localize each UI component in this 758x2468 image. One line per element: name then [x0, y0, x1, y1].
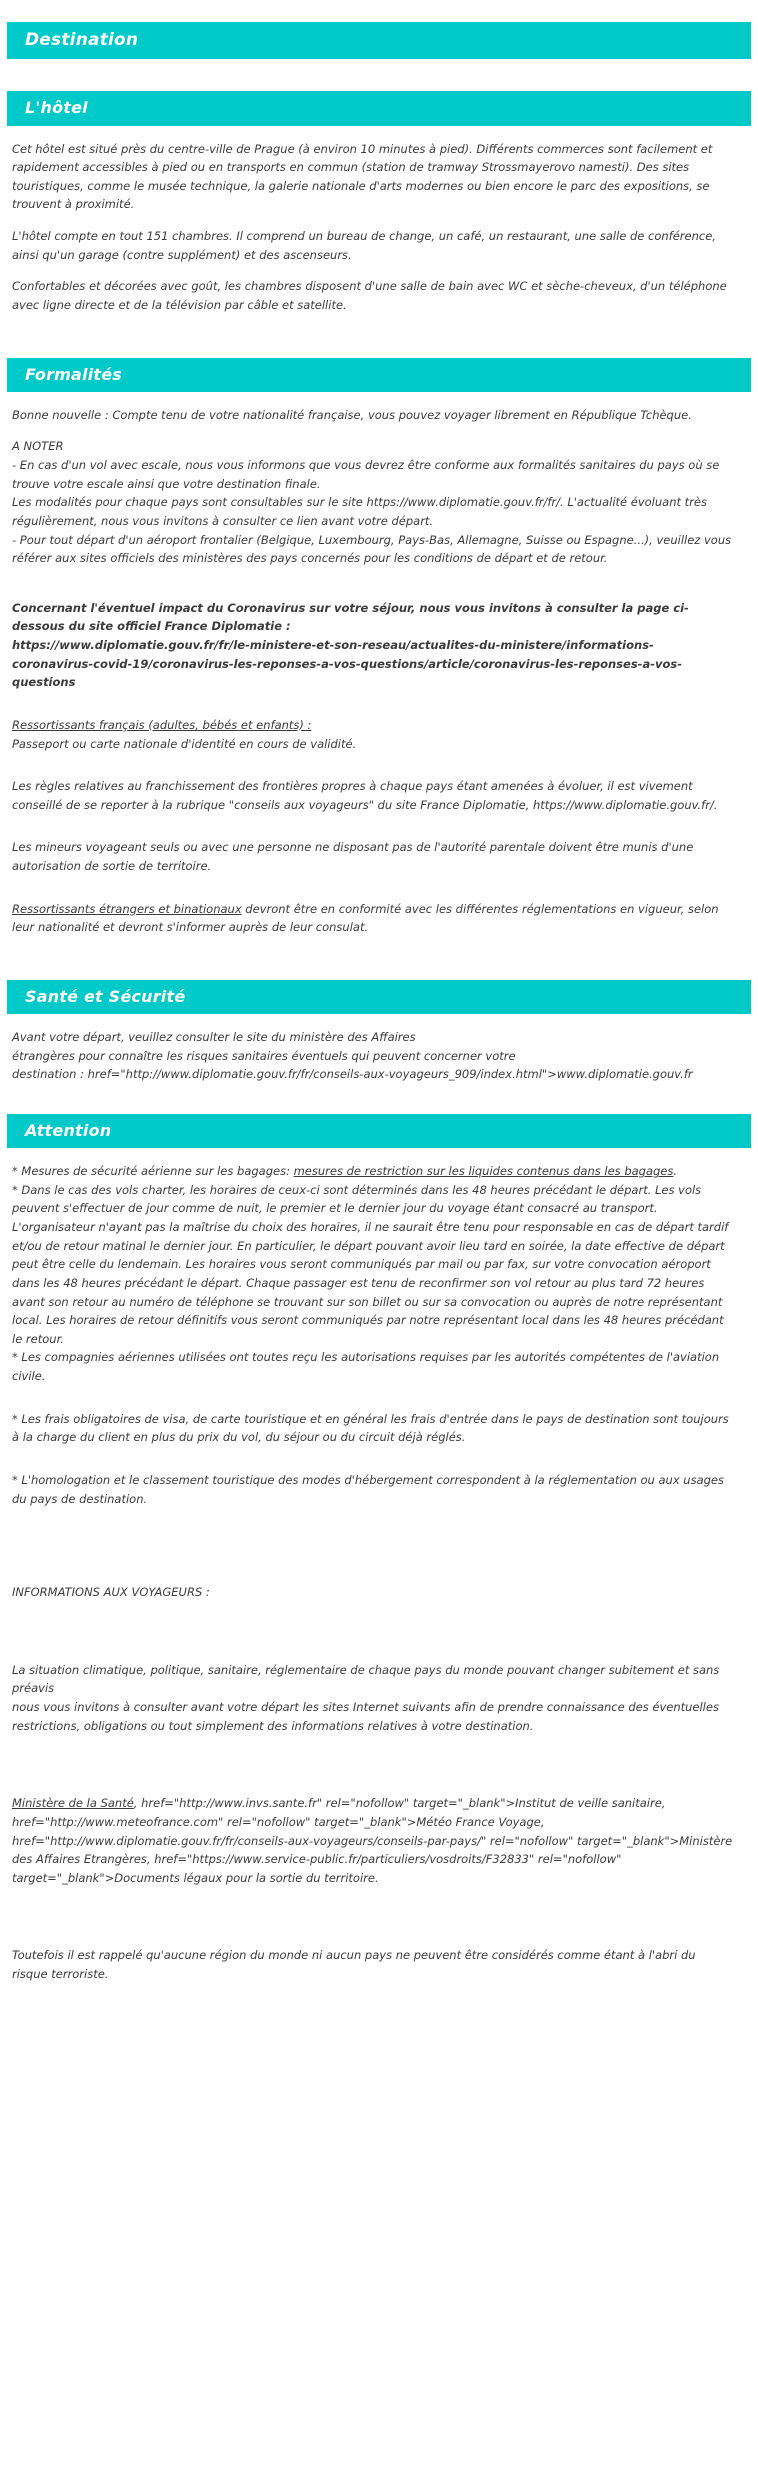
formalites-rules-text: Les règles relatives au franchissement des frontières propres à chaque pays étant amenées à évoluer, il est vivement conseillé de se reporter à la rubrique "conseils aux voyageurs" du site France Diplomatie, https://www.diplomatie.gouv.fr/. — [12, 779, 718, 812]
gap — [0, 1084, 758, 1114]
formalites-intro: Bonne nouvelle : Compte tenu de votre nationalité française, vous pouvez voyager librement en République Tchèque. — [12, 407, 692, 422]
liquids-restriction-link[interactable]: mesures de restriction sur les liquides contenus dans les bagages — [293, 1164, 674, 1179]
formalites-foreigners-title: Ressortissants étrangers et binationaux — [12, 901, 242, 916]
gap — [12, 581, 734, 599]
section-header-attention: Attention — [7, 1114, 751, 1148]
gap — [0, 328, 758, 358]
gap — [12, 827, 734, 838]
section-header-hotel: L'hôtel — [7, 91, 751, 125]
gap — [0, 1014, 758, 1028]
gap — [12, 1615, 734, 1661]
attention-bullet-3: * Les compagnies aériennes utilisées ont toutes reçu les autorisations requises par les autorités compétentes de l'aviation civile. — [12, 1350, 720, 1384]
gap — [12, 766, 734, 777]
external-links-block — [12, 1794, 734, 1887]
gap — [0, 126, 758, 140]
section-header-formalites: Formalités — [7, 358, 751, 392]
formalites-notice-line-3: - Pour tout départ d'un aéroport frontalier (Belgique, Luxembourg, Pays-Bas, Allemagne, Suisse ou Espagne...), veuillez vous référer aux sites officiels des ministères des pays concernés pour les conditions de départ et de retour. — [12, 532, 732, 566]
terrorism-footer: Toutefois il est rappelé qu'aucune région du monde ni aucun pays ne peuvent être considérés comme étant à l'abri du risque terroriste. — [12, 1948, 696, 1982]
attention-bullet-1-prefix: * Mesures de sécurité aérienne sur les bagages: — [12, 1164, 294, 1179]
sante-line-1: Avant votre départ, veuillez consulter le site du ministère des Affaires — [12, 1030, 416, 1045]
ministere-sante-link[interactable]: Ministère de la Santé — [12, 1796, 134, 1811]
formalites-notice-line-2: Les modalités pour chaque pays sont consultables sur le site https://www.diplomatie.gouv.fr/fr/. L'actualité évoluant très régulièrement, nous vous invitons à consulter ce lien avant votre départ. — [12, 495, 707, 528]
formalites-body — [0, 406, 758, 937]
attention-body — [0, 1162, 758, 1984]
formalites-minors-text: Les mineurs voyageant seuls ou avec une personne ne disposant pas de l'autorité parentale doivent être munis d'une autorisation de sortie de territoire. — [12, 840, 694, 874]
gap — [12, 705, 734, 716]
climate-line-2: nous vous invitons à consulter avant votre départ les sites Internet suivants afin de prendre connaissance des éventuelles restrictions, obligations ou tout simplement des informations relatives à votre destination. — [12, 1700, 719, 1733]
gap — [12, 1460, 734, 1471]
sante-line-3: destination : href="http://www.diplomatie.gouv.fr/fr/conseils-aux-voyageurs_909/index.html">www.diplomatie.gouv.fr — [12, 1067, 693, 1082]
formalites-foreigners-text: devront être en conformité avec les différentes réglementations en vigueur, selon leur nationalité et devront s'informer auprès de leur consulat. — [12, 901, 719, 935]
attention-bullet-2: * Dans le cas des vols charter, les horaires de ceux-ci sont déterminés dans les 48 heures précédant le départ. Les vols peuvent s'effectuer de jour comme de nuit, le premier et le dernier jour du voyage étant consacré au transport. L'organisateur n'ayant pas la maîtrise du choix des horaires, il ne saurait être tenu pour responsable en cas de départ tardif et/ou de retour matinal le dernier jour. En particulier, le départ pouvant avoir lieu tard en soirée, la date effective de départ peut être celle du lendemain. Les horaires vous seront communiqués par mail ou par fax, sur votre convocation aéroport dans les 48 heures précédant le départ. Chaque passager est tenu de reconfirmer son vol retour au plus tard 72 heures avant son retour au numéro de téléphone se trouvant sur son billet ou sur sa convocation ou auprès de notre représentant local. Les horaires de retour définitifs vous seront communiqués par notre représentant local dans les 48 heures précédant le retour. — [12, 1182, 729, 1346]
formalites-notice-title: A NOTER — [12, 439, 64, 454]
formalites-foreigners — [12, 900, 734, 937]
formalites-residents-fr-text: Passeport ou carte nationale d'identité en cours de validité. — [12, 736, 357, 751]
section-header-sante: Santé et Sécurité — [7, 980, 751, 1014]
sante-body — [0, 1028, 758, 1084]
hotel-paragraph-2: L'hôtel compte en tout 151 chambres. Il comprend un bureau de change, un café, un restaurant, une salle de conférence, ainsi qu'un garage (contre supplément) et des ascenseurs. — [12, 229, 716, 262]
gap — [12, 1399, 734, 1410]
sante-line-2: étrangères pour connaître les risques sanitaires éventuels qui peuvent concerner votre — [12, 1048, 516, 1063]
external-links-raw: , href="http://www.invs.sante.fr" rel="nofollow" target="_blank">Institut de veille sanitaire, href="http://www.meteofrance.com" rel="nofollow" target="_blank">Météo France Voyage, href="http://www.diplomatie.gouv.fr/fr/conseils-aux-voyageurs/conseils-par-pays/" rel="nofollow" target="_blank">Ministère des Affaires Etrangères, href="https://www.service-public.fr/particuliers/vosdroits/F32833" rel="nofollow" target="_blank">Documents légaux pour la sortie du territoire. — [12, 1796, 733, 1885]
climate-line-1: La situation climatique, politique, sanitaire, réglementaire de chaque pays du monde pouvant changer subitement et sans préavis — [12, 1662, 720, 1696]
formalites-corona-link[interactable]: https://www.diplomatie.gouv.fr/fr/le-ministere-et-son-reseau/actualites-du-ministere/informations-coronavirus-covid-19/coronavirus-les-reponses-a-vos-questions/article/coronavirus-les-reponses-a-vos-questions — [12, 638, 683, 690]
attention-bullet-4: * Les frais obligatoires de visa, de carte touristique et en général les frais d'entrée dans le pays de destination sont toujours à la charge du client en plus du prix du vol, du séjour ou du circuit déjà réglés. — [12, 1411, 729, 1445]
formalites-corona-note: Concernant l'éventuel impact du Coronavirus sur votre séjour, nous vous invitons à consulter la page ci-dessous du site officiel France Diplomatie : — [12, 600, 689, 634]
attention-bullet-1 — [12, 1162, 734, 1181]
hotel-paragraph-1: Cet hôtel est situé près du centre-ville de Prague (à environ 10 minutes à pied). Différents commerces sont facilement et rapidement accessibles à pied ou en transports en commun (station de tramway Strossmayerovo namesti). Des sites touristiques, comme le musée technique, la galerie nationale d'arts modernes ou bien encore le parc des expositions, se trouvent à proximité. — [12, 141, 713, 212]
gap — [0, 59, 758, 91]
attention-bullet-5: * L'homologation et le classement touristique des modes d'hébergement correspondent à la réglementation ou aux usages du pays de destination. — [12, 1472, 724, 1506]
section-header-destination: Destination — [7, 22, 751, 59]
formalites-notice-line-1: - En cas d'un vol avec escale, nous vous informons que vous devrez être conforme aux formalités sanitaires du pays où se trouve votre escale ainsi que votre destination finale. — [12, 458, 720, 491]
gap — [12, 889, 734, 900]
gap — [12, 1748, 734, 1794]
formalites-residents-fr-title: Ressortissants français (adultes, bébés et enfants) : — [12, 717, 312, 732]
gap — [0, 950, 758, 980]
top-spacer — [0, 0, 758, 22]
travelers-info-title: INFORMATIONS AUX VOYAGEURS : — [12, 1585, 210, 1600]
hotel-paragraph-3: Confortables et décorées avec goût, les chambres disposent d'une salle de bain avec WC et sèche-cheveux, d'un téléphone avec ligne directe et de la télévision par câble et satellite. — [12, 279, 727, 312]
gap — [0, 1148, 758, 1162]
hotel-body — [0, 140, 758, 315]
attention-bullet-1-suffix: . — [673, 1164, 678, 1179]
gap — [12, 1521, 734, 1583]
gap — [0, 392, 758, 406]
gap — [12, 1900, 734, 1946]
